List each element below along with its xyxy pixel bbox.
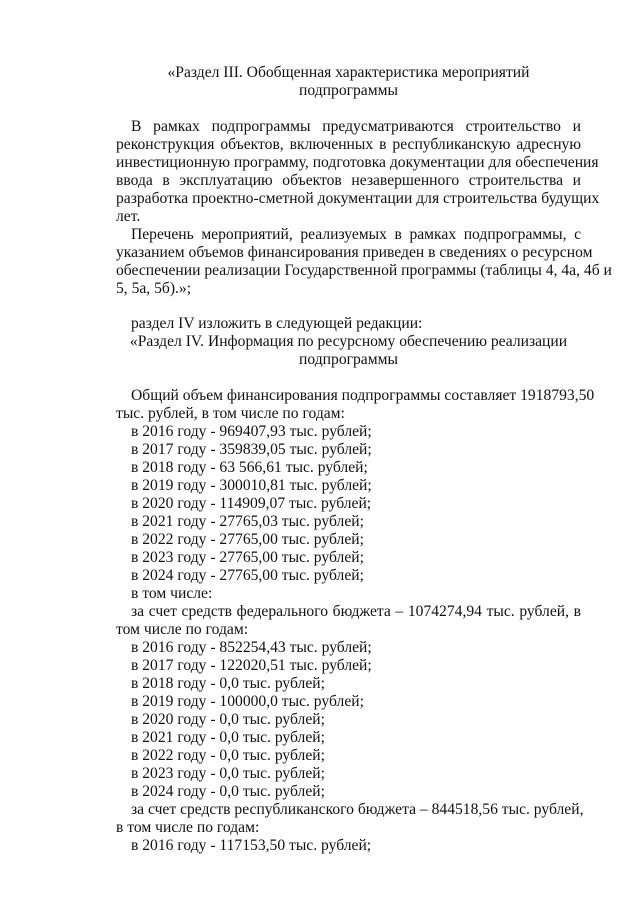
text-line: обеспечении реализации Государственной программы (таблицы 4, 4а, 4б и: [116, 262, 612, 279]
text-line: том числе по годам:: [116, 621, 249, 638]
list-item: в 2016 году - 852254,43 тыс. рублей;: [131, 639, 372, 656]
list-item: в 2024 году - 27765,00 тыс. рублей;: [131, 567, 364, 584]
section-4-heading-line-1: «Раздел IV. Информация по ресурсному обеспечению реализации: [129, 333, 568, 350]
section-3-heading-line-1: «Раздел III. Обобщенная характеристика мероприятий: [167, 64, 530, 81]
text-line: лет.: [116, 208, 141, 225]
text-line: за счет средств федерального бюджета – 1074274,94 тыс. рублей, в: [131, 603, 581, 620]
text-line: указанием объемов финансирования приведен в сведениях о ресурсном: [116, 244, 593, 261]
list-item: в 2020 году - 0,0 тыс. рублей;: [131, 711, 325, 728]
text-line: инвестиционную программу, подготовка документации для обеспечения: [116, 154, 599, 171]
text-line: разработка проектно-сметной документации для строительства будущих: [116, 190, 600, 207]
list-item: в 2022 году - 27765,00 тыс. рублей;: [131, 531, 364, 548]
section-4-heading-line-2: подпрограммы: [299, 351, 398, 368]
text-line: В рамках подпрограммы предусматриваются строительство и: [131, 118, 581, 135]
text-line: реконструкция объектов, включенных в республиканскую адресную: [116, 136, 581, 153]
list-item: в 2022 году - 0,0 тыс. рублей;: [131, 747, 325, 764]
list-item: в 2017 году - 359839,05 тыс. рублей;: [131, 441, 372, 458]
list-item: в 2016 году - 117153,50 тыс. рублей;: [131, 837, 372, 854]
list-item: в 2018 году - 0,0 тыс. рублей;: [131, 675, 325, 692]
text-line: ввода в эксплуатацию объектов незавершенного строительства и: [116, 172, 581, 189]
text-line: Перечень мероприятий, реализуемых в рамках подпрограммы, с: [131, 226, 581, 243]
list-item: в 2020 году - 114909,07 тыс. рублей;: [131, 495, 372, 512]
text-line: Общий объем финансирования подпрограммы составляет 1918793,50: [131, 387, 595, 404]
list-item: в 2021 году - 27765,03 тыс. рублей;: [131, 513, 364, 530]
text-line: 5, 5а, 5б).»;: [116, 280, 192, 297]
amendment-instruction: раздел IV изложить в следующей редакции:: [131, 315, 423, 332]
list-item: в 2017 году - 122020,51 тыс. рублей;: [131, 657, 372, 674]
text-line: тыс. рублей, в том числе по годам:: [116, 405, 345, 422]
list-item: в 2019 году - 100000,0 тыс. рублей;: [131, 693, 364, 710]
text-line: в том числе по годам:: [116, 819, 260, 836]
list-item: в 2019 году - 300010,81 тыс. рублей;: [131, 477, 372, 494]
list-item: в 2018 году - 63 566,61 тыс. рублей;: [131, 459, 368, 476]
list-item: в 2024 году - 0,0 тыс. рублей;: [131, 783, 325, 800]
section-3-heading-line-2: подпрограммы: [299, 82, 398, 99]
list-item: в 2016 году - 969407,93 тыс. рублей;: [131, 423, 372, 440]
including-label: в том числе:: [131, 585, 213, 602]
list-item: в 2021 году - 0,0 тыс. рублей;: [131, 729, 325, 746]
text-line: за счет средств республиканского бюджета – 844518,56 тыс. рублей,: [131, 801, 584, 818]
list-item: в 2023 году - 27765,00 тыс. рублей;: [131, 549, 364, 566]
list-item: в 2023 году - 0,0 тыс. рублей;: [131, 765, 325, 782]
